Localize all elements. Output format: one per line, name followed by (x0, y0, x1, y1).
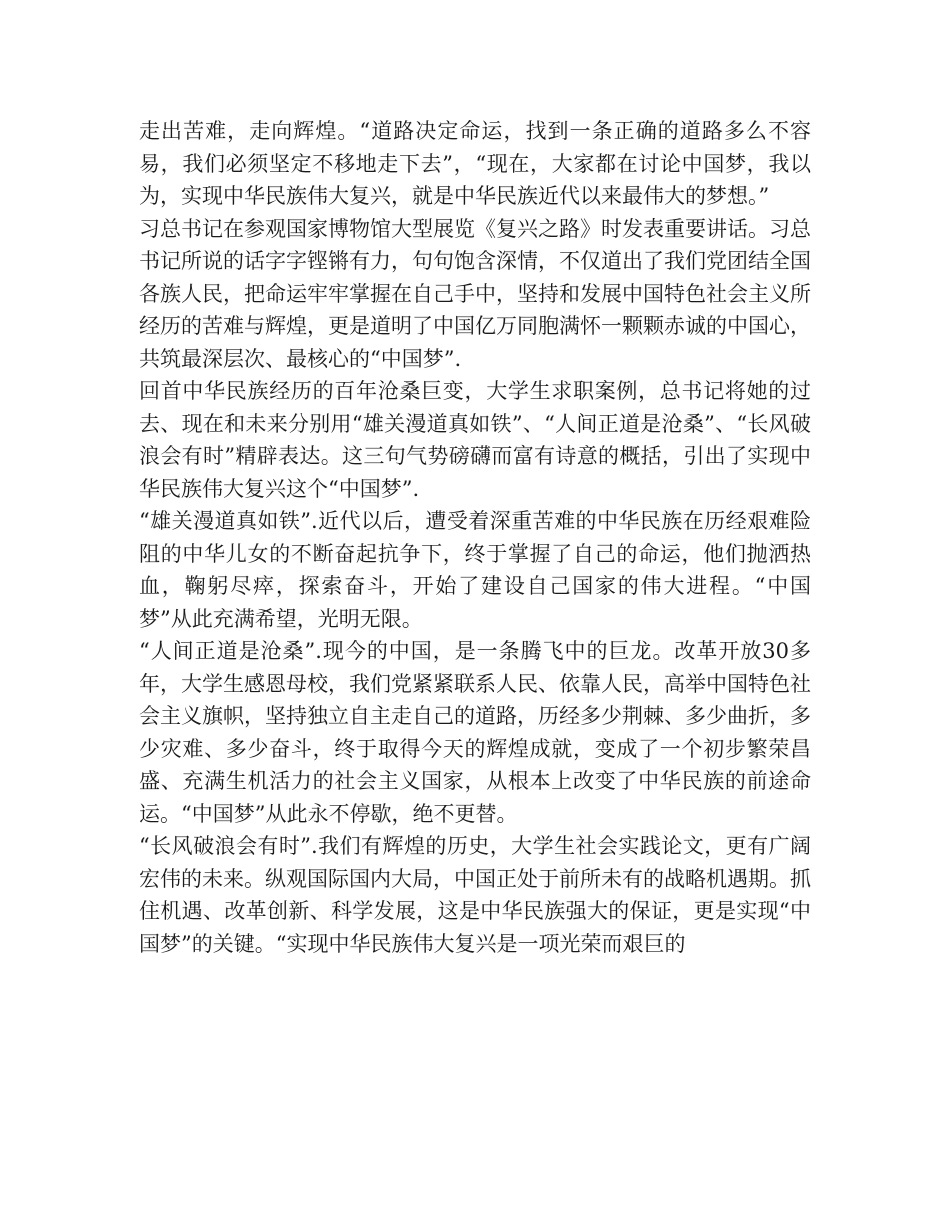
paragraph-5: “人间正道是沧桑”.现今的中国，是一条腾飞中的巨龙。改革开放30多年，大学生感恩母校，我们党紧紧联系人民、依靠人民，高举中国特色社会主义旗帜，坚持独立自主走自己的道路，历经多少荆棘、多少曲折，多少灾难、多少奋斗，终于取得今天的辉煌成就，变成了一个初步繁荣昌盛、充满生机活力的社会主义国家，从根本上改变了中华民族的前途命运。“中国梦”从此永不停歇，绝不更替。 (139, 639, 811, 826)
paragraph-4: “雄关漫道真如铁”.近代以后，遭受着深重苦难的中华民族在历经艰难险阻的中华儿女的不断奋起抗争下，终于掌握了自己的命运，他们抛洒热血，鞠躬尽瘁，探索奋斗，开始了建设自己国家的伟大进程。“中国梦”从此充满希望，光明无限。 (139, 509, 811, 631)
paragraph-1: 走出苦难，走向辉煌。“道路决定命运，找到一条正确的道路多么不容易，我们必须坚定不移地走下去”，“现在，大家都在讨论中国梦，我以为，实现中华民族伟大复兴，就是中华民族近代以来最伟大的梦想。” (139, 119, 811, 208)
paragraph-2: 习总书记在参观国家博物馆大型展览《复兴之路》时发表重要讲话。习总书记所说的话字字铿锵有力，句句饱含深情，不仅道出了我们党团结全国各族人民，把命运牢牢掌握在自己手中，坚持和发展中国特色社会主义所经历的苦难与辉煌，更是道明了中国亿万同胞满怀一颗颗赤诚的中国心，共筑最深层次、最核心的“中国梦”. (139, 216, 811, 371)
document-body (139, 115, 811, 960)
paragraph-6: “长风破浪会有时”.我们有辉煌的历史，大学生社会实践论文，更有广阔宏伟的未来。纵观国际国内大局，中国正处于前所未有的战略机遇期。抓住机遇、改革创新、科学发展，这是中华民族强大的保证，更是实现“中国梦”的关键。“实现中华民族伟大复兴是一项光荣而艰巨的 (139, 834, 811, 956)
paragraph-3: 回首中华民族经历的百年沧桑巨变，大学生求职案例，总书记将她的过去、现在和未来分别用“雄关漫道真如铁”、“人间正道是沧桑”、“长风破浪会有时”精辟表达。这三句气势磅礴而富有诗意的概括，引出了实现中华民族伟大复兴这个“中国梦”. (139, 379, 811, 501)
